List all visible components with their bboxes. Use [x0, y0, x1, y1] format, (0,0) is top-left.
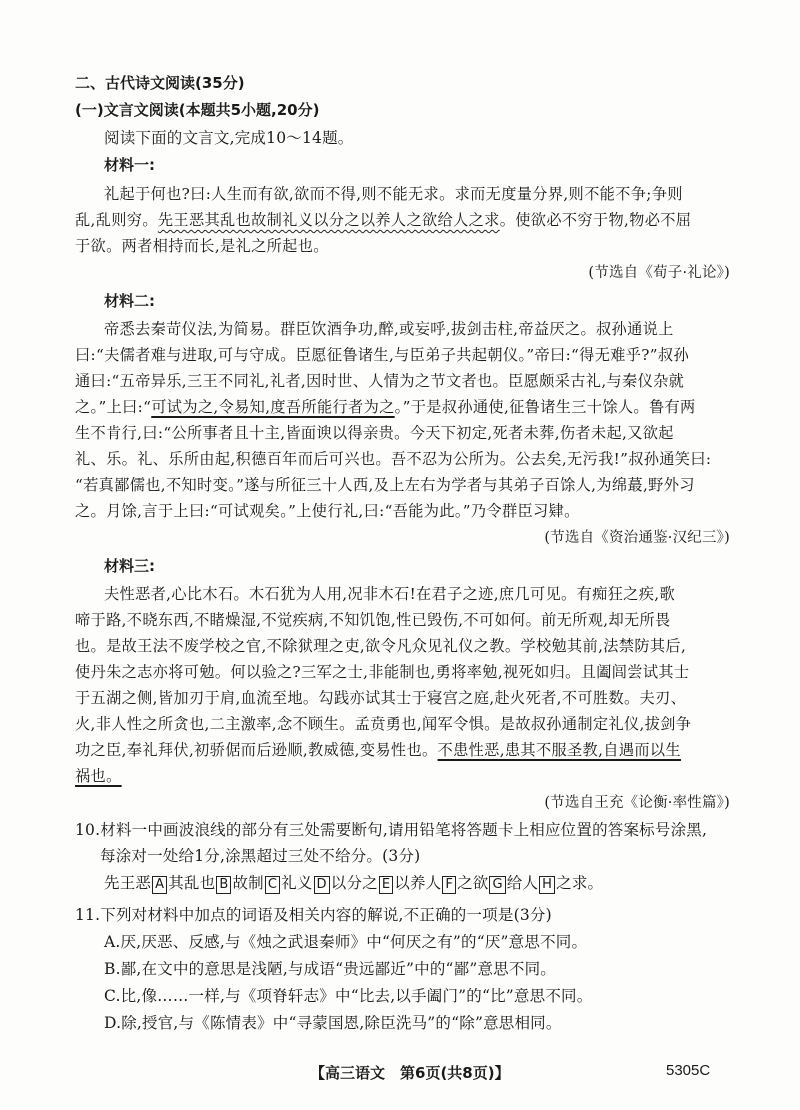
section-title: 二、古代诗文阅读(35分) — [75, 74, 245, 92]
material2-line-4a: 之。”上曰:“ — [75, 398, 152, 416]
option-box-A[interactable]: A — [152, 876, 167, 894]
q10-stem-2: 每涂对一处给1分,涂黑超过三处不给分。(3分) — [100, 847, 421, 865]
q10-seg-5: 以养人 — [394, 874, 442, 892]
material2-line-5: 生不肯行,曰:“公所事者且十主,皆面谀以得亲贵。今天下初定,死者未葬,伤者未起,又欲起 — [75, 424, 674, 442]
material2-line-2: 曰:“夫儒者难与进取,可与守成。臣愿征鲁诸生,与臣弟子共起朝仪。”帝曰:“得无难乎?”叔孙 — [75, 346, 689, 364]
material2-source: (节选自《资治通鉴·汉纪三》) — [544, 530, 730, 546]
page-footer: 【高三语文 第6页(共8页)】 — [310, 1064, 510, 1082]
material3-line-6: 火,非人性之所贪也,二主激率,念不顾生。孟贲勇也,闻军令惧。是故叔孙通制定礼仪,拔剑争 — [75, 715, 692, 733]
material1-line-2 — [75, 209, 691, 230]
material3-line-2: 啼于路,不晓东西,不睹燥湿,不觉疾病,不知饥饱,性已毁伤,不可如何。前无所观,却无所畏 — [75, 611, 671, 629]
material1-line-2a: 乱,乱则穷。 — [75, 211, 158, 229]
material3-line-8 — [75, 765, 122, 786]
material3-line-5: 于五湖之侧,皆加刃于肩,血流至地。勾践亦试其士于寝宫之庭,赴火死者,不可胜数。夫刃、 — [75, 689, 687, 707]
q10-seg-7: 给人 — [506, 874, 539, 892]
material2-label: 材料二: — [104, 292, 155, 310]
q11-option-C[interactable]: C.比,像……一样,与《项脊轩志》中“比去,以手阖门”的“比”意思不同。 — [104, 987, 593, 1005]
q10-seg-6: 之欲 — [457, 874, 489, 892]
material1-line-2c: 。使欲必不穷于物,物必不屈 — [499, 211, 692, 229]
q10-seg-0: 先王恶 — [104, 874, 152, 892]
q11-option-B[interactable]: B.鄙,在文中的意思是浅陋,与成语“贵远鄙近”中的“鄙”意思不同。 — [104, 960, 556, 978]
wavy-underlined-passage: 先王恶其乱也故制礼义以分之以养人之欲给人之求 — [157, 211, 500, 229]
material3-line-7 — [75, 739, 681, 760]
material1-line-3: 于欲。两者相持而长,是礼之所起也。 — [75, 237, 329, 255]
section-subtitle: (一)文言文阅读(本题共5小题,20分) — [75, 101, 320, 119]
instruction: 阅读下面的文言文,完成10～14题。 — [104, 129, 354, 147]
material3-line-7a: 功之臣,奉礼拜伏,初骄倨而后逊顺,教威德,变易性也。 — [75, 741, 438, 759]
q11-stem: 11.下列对材料中加点的词语及相关内容的解说,不正确的一项是(3分) — [75, 906, 552, 924]
option-box-E[interactable]: E — [379, 876, 393, 894]
material3-label: 材料三: — [104, 557, 155, 575]
material3-line-4: 使丹朱之志亦将可勉。何以验之?三军之士,非能制也,勇将率勉,视死如归。且阖闾尝试其士 — [75, 663, 690, 681]
q10-seg-8: 之求。 — [556, 874, 604, 892]
q10-seg-3: 礼义 — [281, 874, 313, 892]
material2-line-1: 帝悉去秦苛仪法,为简易。群臣饮酒争功,醉,或妄呼,拔剑击柱,帝益厌之。叔孙通说上 — [104, 320, 674, 338]
option-box-D[interactable]: D — [314, 876, 330, 894]
q11-option-D[interactable]: D.除,授官,与《陈情表》中“寻蒙国恩,除臣洗马”的“除”意思相同。 — [104, 1014, 562, 1032]
underlined-sentence-3: 不患性恶,患其不服圣教,自遇而以生 — [437, 741, 681, 759]
material2-line-8: 之。月馀,言于上曰:“可试观矣。”上使行礼,曰:“吾能为此。”乃令群臣习肄。 — [75, 502, 580, 520]
q10-sentence — [104, 871, 603, 894]
material3-line-8-text: 祸也。 — [75, 767, 122, 785]
q10-stem-1: 10.材料一中画波浪线的部分有三处需要断句,请用铅笔将答题卡上相应位置的答案标号涂黑, — [75, 821, 708, 839]
material3-line-1: 夫性恶者,心比木石。木石犹为人用,况非木石!在君子之迹,庶几可见。有痴狂之疾,歌 — [104, 585, 675, 603]
option-box-B[interactable]: B — [216, 876, 231, 894]
q11-option-A[interactable]: A.厌,厌恶、反感,与《烛之武退秦师》中“何厌之有”的“厌”意思不同。 — [104, 933, 588, 951]
material3-source: (节选自王充《论衡·率性篇》) — [544, 795, 730, 811]
q10-seg-1: 其乱也 — [168, 874, 216, 892]
option-box-C[interactable]: C — [265, 876, 280, 894]
q10-seg-2: 故制 — [232, 874, 264, 892]
option-box-H[interactable]: H — [539, 876, 555, 894]
material1-label: 材料一: — [104, 156, 155, 174]
option-box-F[interactable]: F — [442, 876, 456, 894]
material3-line-3: 也。是故王法不废学校之官,不除狱理之吏,欲令凡众见礼仪之教。学校勉其前,法禁防其后, — [75, 637, 687, 655]
option-box-G[interactable]: G — [489, 876, 505, 894]
material2-line-7: “若真鄙儒也,不知时变。”遂与所征三十人西,及上左右为学者与其弟子百馀人,为绵蕞,野外习 — [75, 476, 695, 494]
material1-line-1: 礼起于何也?曰:人生而有欲,欲而不得,则不能无求。求而无度量分界,则不能不争;争则 — [104, 185, 683, 203]
material2-line-3: 通曰:“五帝异乐,三王不同礼,礼者,因时世、人情为之节文者也。臣愿颇采古礼,与秦仪杂就 — [75, 372, 685, 390]
underlined-sentence: 可试为之,令易知,度吾所能行者为之 — [151, 398, 395, 416]
paper-code: 5305C — [666, 1062, 711, 1079]
material2-line-4c: 。”于是叔孙通使,征鲁诸生三十馀人。鲁有两 — [394, 398, 696, 416]
material1-source: (节选自《荀子·礼论》) — [588, 265, 730, 281]
material2-line-6: 礼、乐。礼、乐所由起,积德百年而后可兴也。吾不忍为公所为。公去矣,无污我!”叔孙通笑曰: — [75, 450, 712, 468]
material2-line-4 — [75, 396, 696, 417]
q10-seg-4: 以分之 — [330, 874, 378, 892]
